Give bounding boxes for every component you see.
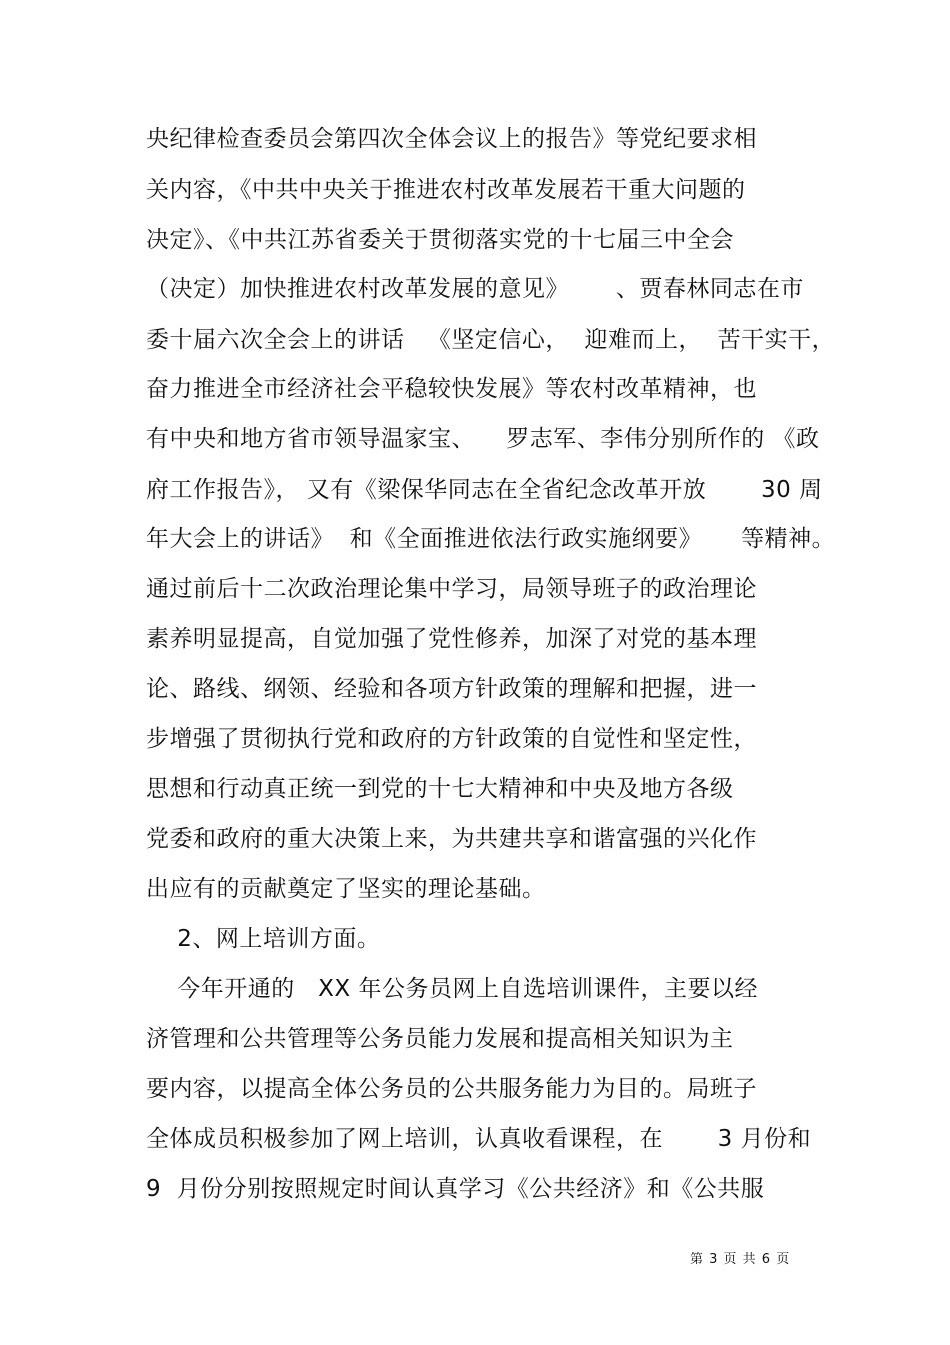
section-heading: 2、网上培训方面。 bbox=[146, 926, 381, 952]
body-line-13: 步增强了贯彻执行党和政府的方针政策的自觉性和坚定性， bbox=[146, 726, 757, 752]
body-line-12: 论、路线、纲领、经验和各项方针政策的理解和把握，进一 bbox=[146, 676, 757, 702]
body-line-1: 央纪律检查委员会第四次全体会议上的报告》等党纪要求相 bbox=[146, 126, 757, 152]
body-line-4: （决定）加快推进农村改革发展的意见》 、贾春林同志在市 bbox=[146, 276, 804, 302]
body-line-8: 府工作报告》， 又有《梁保华同志在全省纪念改革开放 30 周 bbox=[146, 477, 823, 503]
body-line-5: 委十届六次全会上的讲话 《坚定信心， 迎难而上， 苦干实干， bbox=[146, 327, 836, 353]
body-line-20: 要内容，以提高全体公务员的公共服务能力为目的。局班子 bbox=[146, 1076, 757, 1102]
body-line-14: 思想和行动真正统一到党的十七大精神和中央及地方各级 bbox=[146, 776, 734, 802]
body-line-16: 出应有的贡献奠定了坚实的理论基础。 bbox=[146, 876, 546, 902]
body-line-18: 今年开通的 XX 年公务员网上自选培训课件，主要以经 bbox=[146, 976, 759, 1002]
body-line-15: 党委和政府的重大决策上来，为共建共享和谐富强的兴化作 bbox=[146, 826, 757, 852]
page-number-footer: 第 3 页 共 6 页 bbox=[690, 1252, 791, 1267]
body-line-6: 奋力推进全市经济社会平稳较快发展》等农村改革精神，也 bbox=[146, 376, 757, 402]
body-line-9: 年大会上的讲话》 和《全面推进依法行政实施纲要》 等精神。 bbox=[146, 526, 836, 552]
body-line-2: 关内容，《中共中央关于推进农村改革发展若干重大问题的 bbox=[146, 177, 746, 203]
body-line-7: 有中央和地方省市领导温家宝、 罗志军、李伟分别所作的 《政 bbox=[146, 426, 820, 452]
body-line-22: 9 月份分别按照规定时间认真学习《公共经济》和《公共服 bbox=[146, 1176, 765, 1202]
body-line-11: 素养明显提高，自觉加强了党性修养，加深了对党的基本理 bbox=[146, 626, 757, 652]
body-line-21: 全体成员积极参加了网上培训，认真收看课程，在 3 月份和 bbox=[146, 1126, 812, 1152]
body-line-19: 济管理和公共管理等公务员能力发展和提高相关知识为主 bbox=[146, 1026, 734, 1052]
body-line-3: 决定》、《中共江苏省委关于贯彻落实党的十七届三中全会 bbox=[146, 227, 734, 253]
body-line-10: 通过前后十二次政治理论集中学习，局领导班子的政治理论 bbox=[146, 576, 757, 602]
